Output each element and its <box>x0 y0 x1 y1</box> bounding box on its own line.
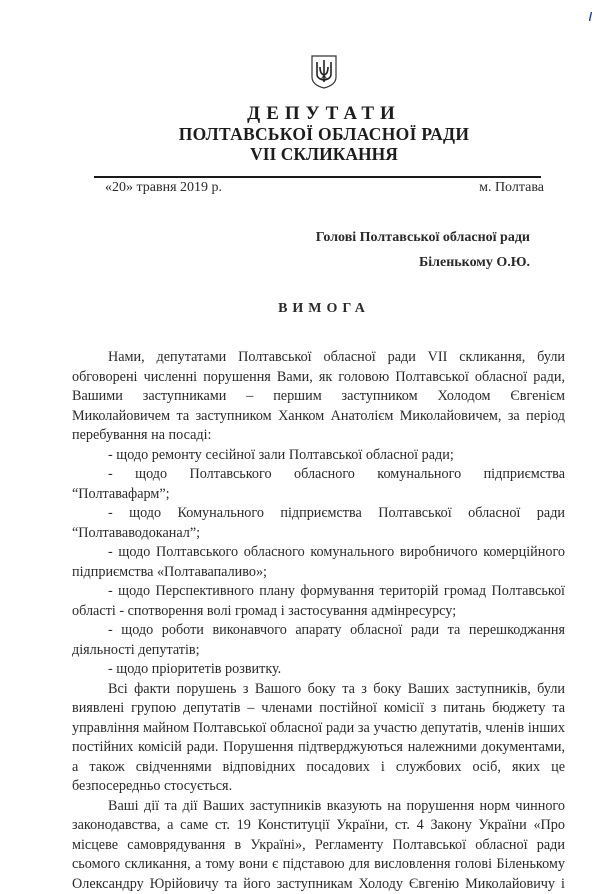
intro-paragraph: Нами, депутатами Полтавської обласної ради VII скликання, були обговорені численні порушення Вами, як головою Полтавської обласної ради, Вашими заступниками – першим заступником Холодом Євгенієм Миколайовичем та заступником Ханком Анатолієм Миколайовичем, за період перебування на посаді: <box>72 348 565 446</box>
list-item: - щодо ремонту сесійної зали Полтавської обласної ради; <box>72 446 565 466</box>
facts-paragraph: Всі факти порушень з Вашого боку та з боку Ваших заступників, були виявлені групою депутатів – членами постійної комісії з питань бюджету та управління майном Полтавської обласної ради за участю депутатів, членів інших постійних комісій ради. Порушення підтверджуються належними документами, а також свідченнями відповідних посадових і службових осіб, яких це безпосередньо стосується. <box>72 680 565 797</box>
pen-mark-icon <box>589 12 592 22</box>
document-title: ВИМОГА <box>0 301 600 317</box>
document-body <box>72 348 565 894</box>
list-item: - щодо Перспективного плану формування територій громад Полтавської області - спотворення волі громад і застосування адмінресурсу; <box>72 582 565 621</box>
list-item: - щодо Комунального підприємства Полтавської обласної ради “Полтавaводоканал”; <box>72 504 565 543</box>
list-item: - щодо пріоритетів розвитку. <box>72 660 565 680</box>
addressee-name: Біленькому О.Ю. <box>419 255 530 271</box>
addressee-position: Голові Полтавської обласної ради <box>316 230 530 246</box>
trident-emblem-icon <box>311 55 337 89</box>
header-convocation: VII СКЛИКАННЯ <box>0 144 600 165</box>
list-item: - щодо Полтавського обласного комунального виробничого комерційного підприємства «Полтавапаливо»; <box>72 543 565 582</box>
header-divider <box>94 176 541 178</box>
header-deputies: ДЕПУТАТИ <box>0 103 600 125</box>
header-council: ПОЛТАВСЬКОЇ ОБЛАСНОЇ РАДИ <box>0 124 600 145</box>
list-item: - щодо роботи виконавчого апарату обласної ради та перешкоджання діяльності депутатів; <box>72 621 565 660</box>
list-item: - щодо Полтавського обласного комунального підприємства “Полтавафарм”; <box>72 465 565 504</box>
document-date: «20» травня 2019 р. <box>105 180 222 196</box>
violations-paragraph: Ваші дії та дії Ваших заступників вказують на порушення норм чинного законодавства, а саме ст. 19 Конституції України, ст. 4 Закону України «Про місцеве самоврядування в Україні», Регламенту Полтавської обласної ради сьомого скликання, а тому вони є підставою для висловлення голові Біленькому Олександру Юрійовичу та його заступникам Холоду Євгенію Миколайовичу і <box>72 797 565 894</box>
document-city: м. Полтава <box>479 180 544 196</box>
